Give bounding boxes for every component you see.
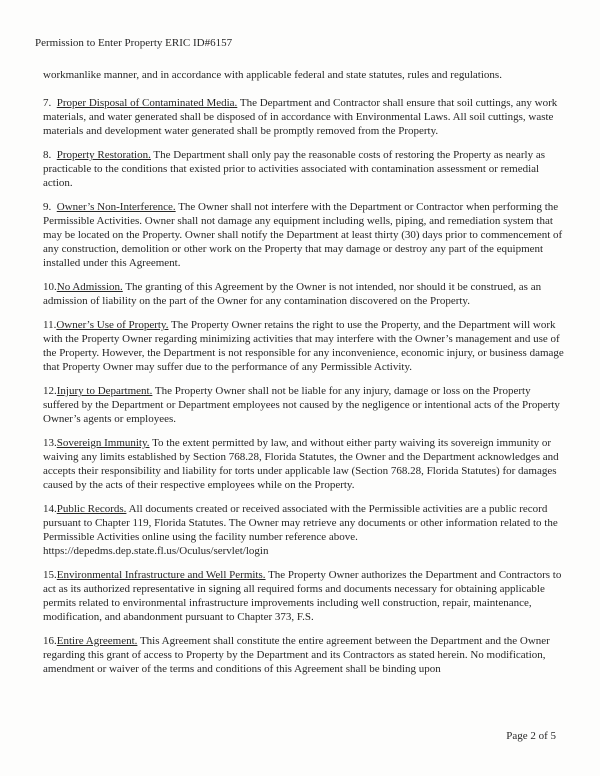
clause-number: 15.	[43, 569, 57, 581]
clause-number: 12.	[43, 385, 57, 397]
document-title: Permission to Enter Property ERIC ID#6157	[35, 37, 233, 49]
clause-number: 7.	[43, 97, 57, 109]
clause-item	[43, 148, 568, 190]
clause-body: The Owner shall not interfere with the Department or Contractor when performing the Permissible Activities. Owner shall not damage any equipment including wells, piping, and remediation system that may be located on the Property. Owner shall notify the Department at least thirty (30) days prior to commencement of any construction, demolition or other work on the Property that may damage or destroy any part of the equipment installed under this Agreement.	[43, 201, 563, 269]
page-number: Page 2 of 5	[506, 730, 556, 742]
intro-paragraph: workmanlike manner, and in accordance with applicable federal and state statutes, rules and regulations.	[43, 69, 502, 81]
clause-item	[43, 568, 568, 624]
clause-item	[43, 634, 568, 676]
clause-number: 14.	[43, 503, 57, 515]
clause-heading: Owner’s Use of Property.	[56, 319, 169, 331]
clause-item	[43, 502, 568, 558]
clause-heading: Environmental Infrastructure and Well Permits.	[56, 569, 266, 581]
clause-item	[43, 96, 568, 138]
clause-body: This Agreement shall constitute the entire agreement between the Department and the Owner regarding this grant of access to Property by the Department and its Contractors as stated herein. No modification, amendment or waiver of the terms and conditions of this Agreement shall be binding upon	[43, 635, 550, 675]
clause-heading: Property Restoration.	[56, 149, 151, 161]
clause-body: To the extent permitted by law, and without either party waiving its sovereign immunity or waiving any limits established by Section 768.28, Florida Statutes, the Owner and the Department acknowledges and accepts their responsibility and liability for torts under applicable law (Section 768.28, Florida Statutes) for damages caused by the acts of their respective employees while on the Property.	[43, 437, 559, 491]
clause-heading: Injury to Department.	[56, 385, 153, 397]
clause-item	[43, 200, 568, 270]
clause-number: 10.	[43, 281, 57, 293]
clause-url: https://depedms.dep.state.fl.us/Oculus/servlet/login	[43, 545, 269, 557]
clause-body: The Department shall only pay the reasonable costs of restoring the Property as nearly as practicable to the conditions that existed prior to activities associated with contamination assessment or remedial action.	[43, 149, 546, 189]
clause-heading: No Admission.	[56, 281, 123, 293]
clause-number: 13.	[43, 437, 57, 449]
clause-number: 11.	[43, 319, 57, 331]
clause-body: The Property Owner retains the right to use the Property, and the Department will work with the Property Owner regarding minimizing activities that may interfere with the Owner’s management and use of the Property. However, the Department is not responsible for any inconvenience, economic injury, or business damage that Property Owner may suffer due to the performance of any Permissible Activity.	[43, 319, 564, 373]
clause-heading: Owner’s Non-Interference.	[56, 201, 176, 213]
clause-item	[43, 280, 568, 308]
clause-number: 16.	[43, 635, 57, 647]
clause-item	[43, 318, 568, 374]
clause-item	[43, 436, 568, 492]
clause-body: The granting of this Agreement by the Owner is not intended, nor should it be construed, as an admission of liability on the part of the Owner for any contamination discovered on the Property.	[43, 281, 542, 307]
clause-number: 8.	[43, 149, 57, 161]
clause-heading: Sovereign Immunity.	[56, 437, 150, 449]
clause-item	[43, 384, 568, 426]
clause-body: The Property Owner authorizes the Department and Contractors to act as its authorized representative in signing all required forms and documents necessary for obtaining applicable permits related to environmental infrastructure improvements including well construction, repair, maintenance, modification, and abandonment pursuant to Chapter 373, F.S.	[43, 569, 562, 623]
clause-heading: Proper Disposal of Contaminated Media.	[56, 97, 238, 109]
clause-heading: Entire Agreement.	[56, 635, 138, 647]
clause-list	[43, 96, 568, 676]
clause-body: The Property Owner shall not be liable for any injury, damage or loss on the Property suffered by the Department or Department employees not caused by the negligence or intentional acts of the Property Owner’s agents or employees.	[43, 385, 560, 425]
clause-body: The Department and Contractor shall ensure that soil cuttings, any work materials, and water generated shall be disposed of in accordance with Environmental Laws. All soil cuttings, waste materials and development water generated shall be promptly removed from the Property.	[43, 97, 558, 137]
clause-heading: Public Records.	[56, 503, 127, 515]
clause-number: 9.	[43, 201, 57, 213]
clause-body: All documents created or received associated with the Permissible activities are a public record pursuant to Chapter 119, Florida Statutes. The Owner may retrieve any documents or other information related to the Permissible Activities online using the facility number reference above.	[43, 503, 558, 543]
